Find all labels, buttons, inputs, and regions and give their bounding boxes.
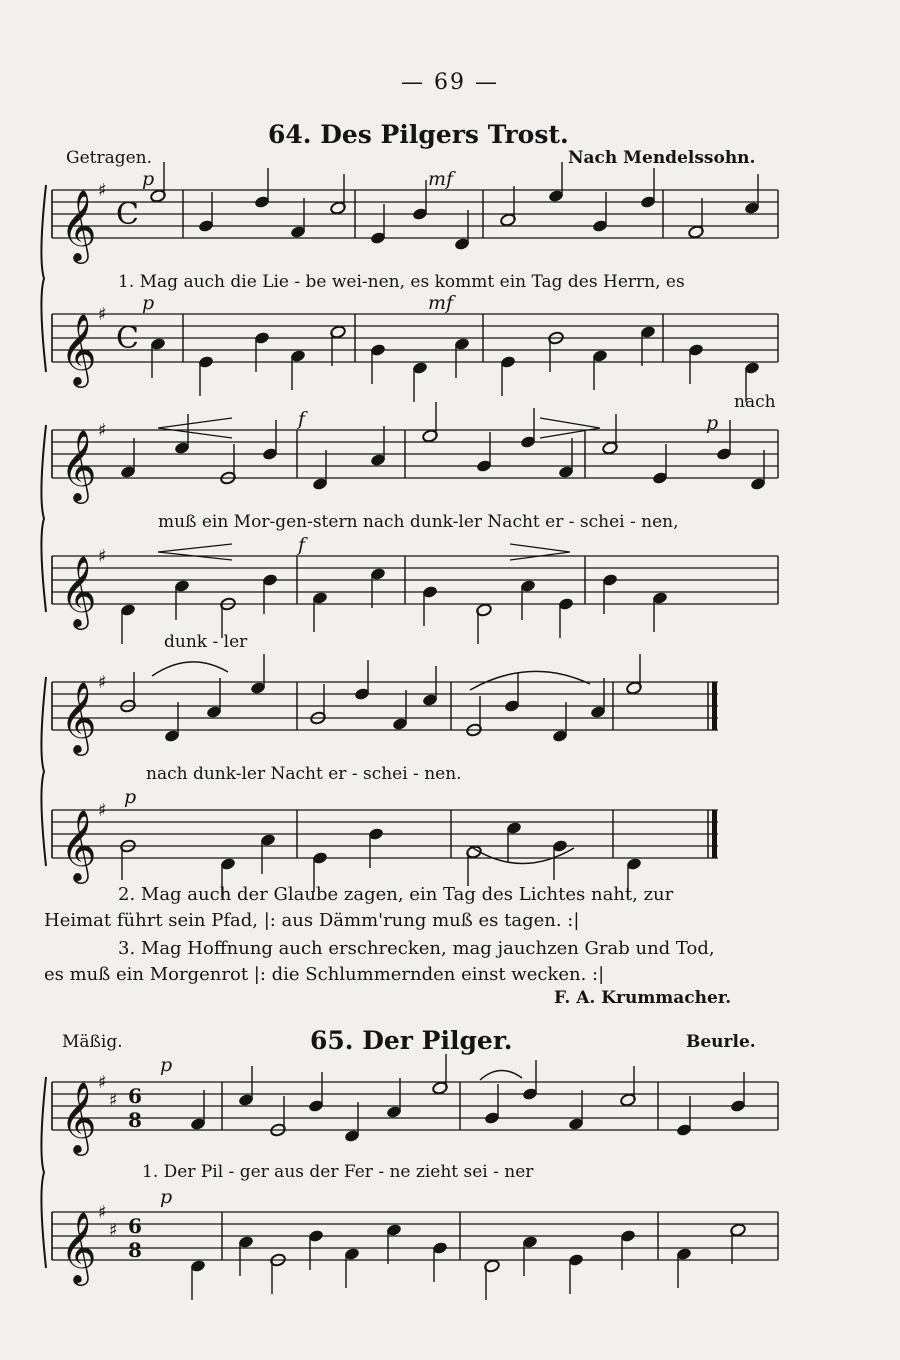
song-64-lyric-extra-2: dunk - ler [164,632,248,652]
key-sharp-icon: ♯ [98,180,107,201]
dynamic-mf: mf [428,292,454,314]
decrescendo-hairpin [510,544,570,560]
treble-clef-icon: 𝄞 [60,312,97,385]
time-signature-bottom: 8 [128,1108,142,1132]
treble-clef-icon: 𝄞 [60,1080,97,1153]
key-sharp-icon: ♯ [98,672,107,693]
final-barline [712,810,717,858]
time-signature-top: 6 [128,1214,142,1238]
treble-clef-icon: 𝄞 [60,808,97,881]
song-64-tempo: Getragen. [66,148,153,168]
dynamic-p: p [160,1054,173,1076]
page-number: — 69 — [401,70,499,95]
dynamic-p: p [142,168,155,190]
song-65-lyric-line-1: 1. Der Pil - ger aus der Fer - ne zieht sei - ner [142,1162,534,1182]
crescendo-hairpin [158,418,232,438]
dynamic-p: p [706,412,719,434]
key-sharp-icon: ♯ [109,1220,118,1241]
song-64-lyric-extra-1: nach [734,392,776,412]
dynamic-f: f [298,408,306,430]
final-barline [712,682,717,730]
dynamic-mf: mf [428,168,454,190]
decrescendo-hairpin [540,418,600,438]
song-64-verse-3-line-2: es muß ein Morgenrot |: die Schlummernden einst wecken. :| [44,964,605,985]
system-brace [41,1077,46,1268]
song-64-title: 64. Des Pilgers Trost. [268,120,569,149]
key-sharp-icon: ♯ [98,546,107,567]
key-sharp-icon: ♯ [98,1072,107,1093]
key-sharp-icon: ♯ [98,1202,107,1223]
dynamic-p: p [142,292,155,314]
time-signature-bottom: 8 [128,1238,142,1262]
song-64-lyric-line-3: nach dunk-ler Nacht er - schei - nen. [146,764,462,784]
song-65-tempo: Mäßig. [62,1032,123,1052]
system-brace [41,677,46,866]
system-brace [41,425,46,612]
slur [480,1070,522,1080]
song-64-lyric-line-2: muß ein Mor-gen-stern nach dunk-ler Nacht er - schei - nen, [158,512,679,532]
song-64-lyric-line-1: 1. Mag auch die Lie - be wei-nen, es kommt ein Tag des Herrn, es [118,272,685,292]
song-64-verse-2-line-2: Heimat führt sein Pfad, |: aus Dämm'rung muß es tagen. :| [44,910,580,931]
song-64-verse-3-line-1: 3. Mag Hoffnung auch erschrecken, mag jauchzen Grab und Tod, [118,938,715,959]
key-sharp-icon: ♯ [109,1090,118,1111]
song-64-author: F. A. Krummacher. [554,988,732,1008]
crescendo-hairpin [158,544,232,560]
system-brace [41,185,46,372]
dynamic-p: p [160,1186,173,1208]
song-64-composer: Nach Mendelssohn. [568,148,756,168]
song-65-title: 65. Der Pilger. [310,1026,513,1055]
song-64-verse-2-line-1: 2. Mag auch der Glaube zagen, ein Tag des Lichtes naht, zur [118,884,674,905]
key-sharp-icon: ♯ [98,420,107,441]
slur [470,671,590,690]
slur [152,662,228,676]
time-signature-common: C [116,197,139,232]
time-signature-common: C [116,321,139,356]
key-sharp-icon: ♯ [98,800,107,821]
key-sharp-icon: ♯ [98,304,107,325]
time-signature-top: 6 [128,1084,142,1108]
treble-clef-icon: 𝄞 [60,188,97,261]
dynamic-f: f [298,534,306,556]
treble-clef-icon: 𝄞 [60,680,97,753]
song-65-composer: Beurle. [686,1032,756,1052]
treble-clef-icon: 𝄞 [60,428,97,501]
dynamic-p: p [124,786,137,808]
treble-clef-icon: 𝄞 [60,554,97,627]
treble-clef-icon: 𝄞 [60,1210,97,1283]
